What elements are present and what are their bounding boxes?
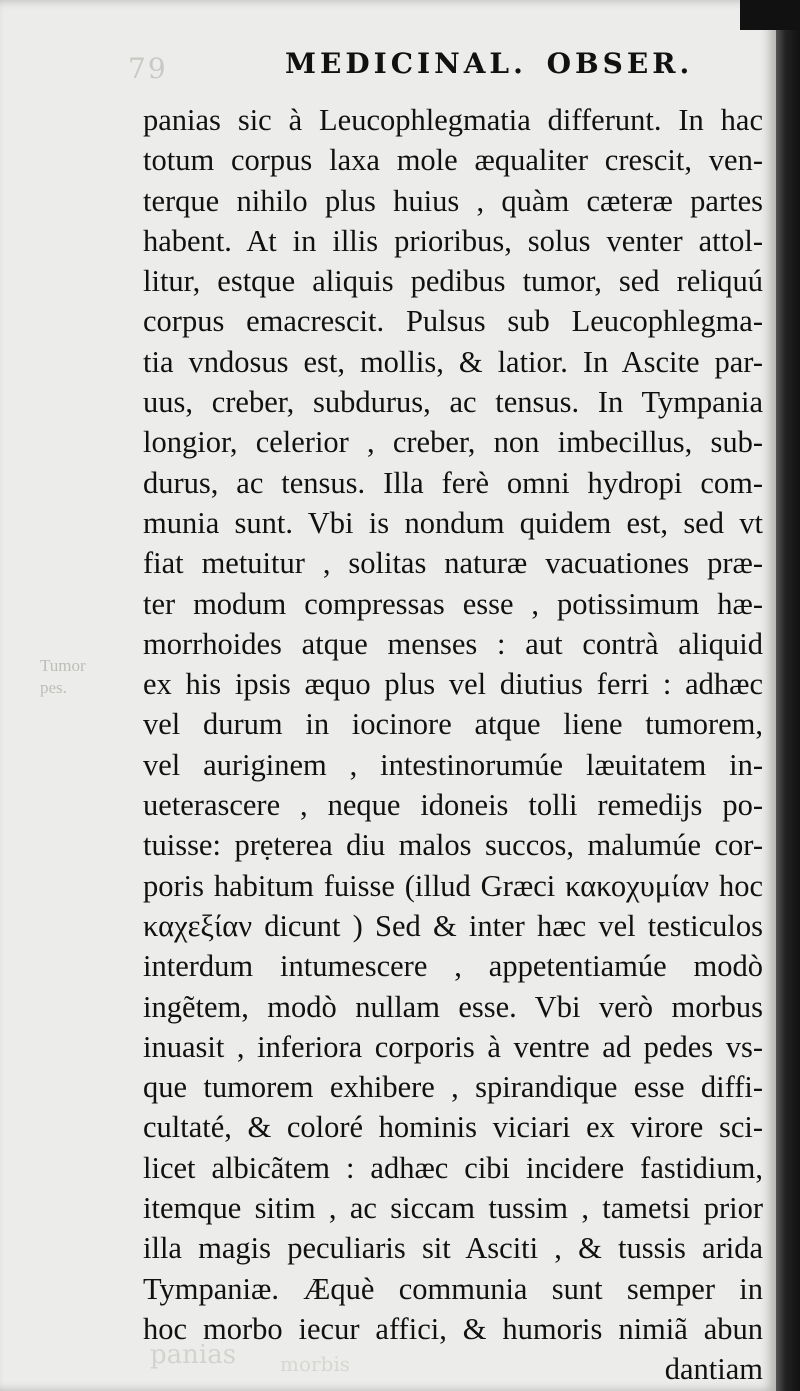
running-header: MEDICINAL. OBSER. bbox=[285, 47, 694, 80]
text-line: illa magis peculiaris sit Asciti , & tussis arida bbox=[143, 1231, 763, 1266]
bleed-through-text: morbis bbox=[280, 1352, 351, 1376]
text-line: panias sic à Leucophlegmatia differunt. In hac bbox=[143, 103, 763, 137]
text-line: que tumorem exhibere , spirandique esse diffi- bbox=[143, 1070, 763, 1105]
text-line: durus, ac tensus. Illa ferè omni hydropi com- bbox=[143, 465, 763, 500]
body-text bbox=[143, 100, 763, 1390]
text-line: corpus emacrescit. Pulsus sub Leucophlegma- bbox=[143, 304, 763, 339]
text-line: litur, estque aliquis pedibus tumor, sed reliquú bbox=[143, 264, 763, 299]
text-line: Tympaniæ. Æquè communia sunt semper in bbox=[143, 1271, 763, 1306]
text-line: morrhoides atque menses : aut contrà aliquid bbox=[143, 626, 763, 661]
text-line: tuisse: prẹterea diu malos succos, malumúe cor- bbox=[143, 828, 763, 863]
text-line: itemque sitim , ac siccam tussim , tametsi prior bbox=[143, 1191, 763, 1226]
text-line: tia vndosus est, mollis, & latior. In Ascite par- bbox=[143, 344, 763, 379]
faint-page-number: 79 bbox=[128, 52, 168, 85]
text-line: vel durum in iocinore atque liene tumorem, bbox=[143, 707, 763, 742]
text-line: poris habitum fuisse (illud Græci κακοχυμίαν hoc bbox=[143, 868, 763, 903]
text-line: interdum intumescere , appetentiamúe modò bbox=[143, 949, 763, 984]
text-line: longior, celerior , creber, non imbecillus, sub- bbox=[143, 425, 763, 460]
text-line: ex his ipsis æquo plus vel diutius ferri : adhæc bbox=[143, 667, 763, 702]
page-edge bbox=[776, 0, 800, 1391]
text-line: uus, creber, subdurus, ac tensus. In Tympania bbox=[143, 385, 763, 420]
bleed-through-text: panias bbox=[150, 1340, 237, 1370]
text-line: ueterascere , neque idoneis tolli remedijs po- bbox=[143, 788, 763, 823]
text-line: καχεξίαν dicunt ) Sed & inter hæc vel testiculos bbox=[143, 908, 763, 943]
margin-note-line: Tumor bbox=[40, 656, 86, 675]
text-line: fiat metuitur , solitas naturæ vacuationes præ- bbox=[143, 546, 763, 581]
text-line: inuasit , inferiora corporis à ventre ad pedes vs- bbox=[143, 1029, 763, 1064]
text-line: terque nihilo plus huius , quàm cæteræ partes bbox=[143, 183, 763, 218]
text-line: munia sunt. Vbi is nondum quidem est, sed vt bbox=[143, 505, 763, 540]
text-line: vel auriginem , intestinorumúe læuitatem in- bbox=[143, 747, 763, 782]
text-line: ingẽtem, modò nullam esse. Vbi verò morbus bbox=[143, 989, 763, 1024]
text-line: licet albicãtem : adhæc cibi incidere fastidium, bbox=[143, 1150, 763, 1185]
text-line: totum corpus laxa mole æqualiter crescit, ven- bbox=[143, 143, 763, 178]
margin-note bbox=[40, 655, 86, 699]
text-line: habent. At in illis prioribus, solus venter attol- bbox=[143, 223, 763, 258]
text-line: ter modum compressas esse , potissimum hæ- bbox=[143, 586, 763, 621]
text-line: cultaté, & coloré hominis viciari ex virore sci- bbox=[143, 1110, 763, 1145]
text-line: hoc morbo iecur affici, & humoris nimiã abun bbox=[143, 1311, 763, 1346]
margin-note-line: pes. bbox=[40, 678, 67, 697]
scan-background bbox=[740, 0, 800, 30]
text-line-catchword: dantiam bbox=[664, 1352, 763, 1387]
